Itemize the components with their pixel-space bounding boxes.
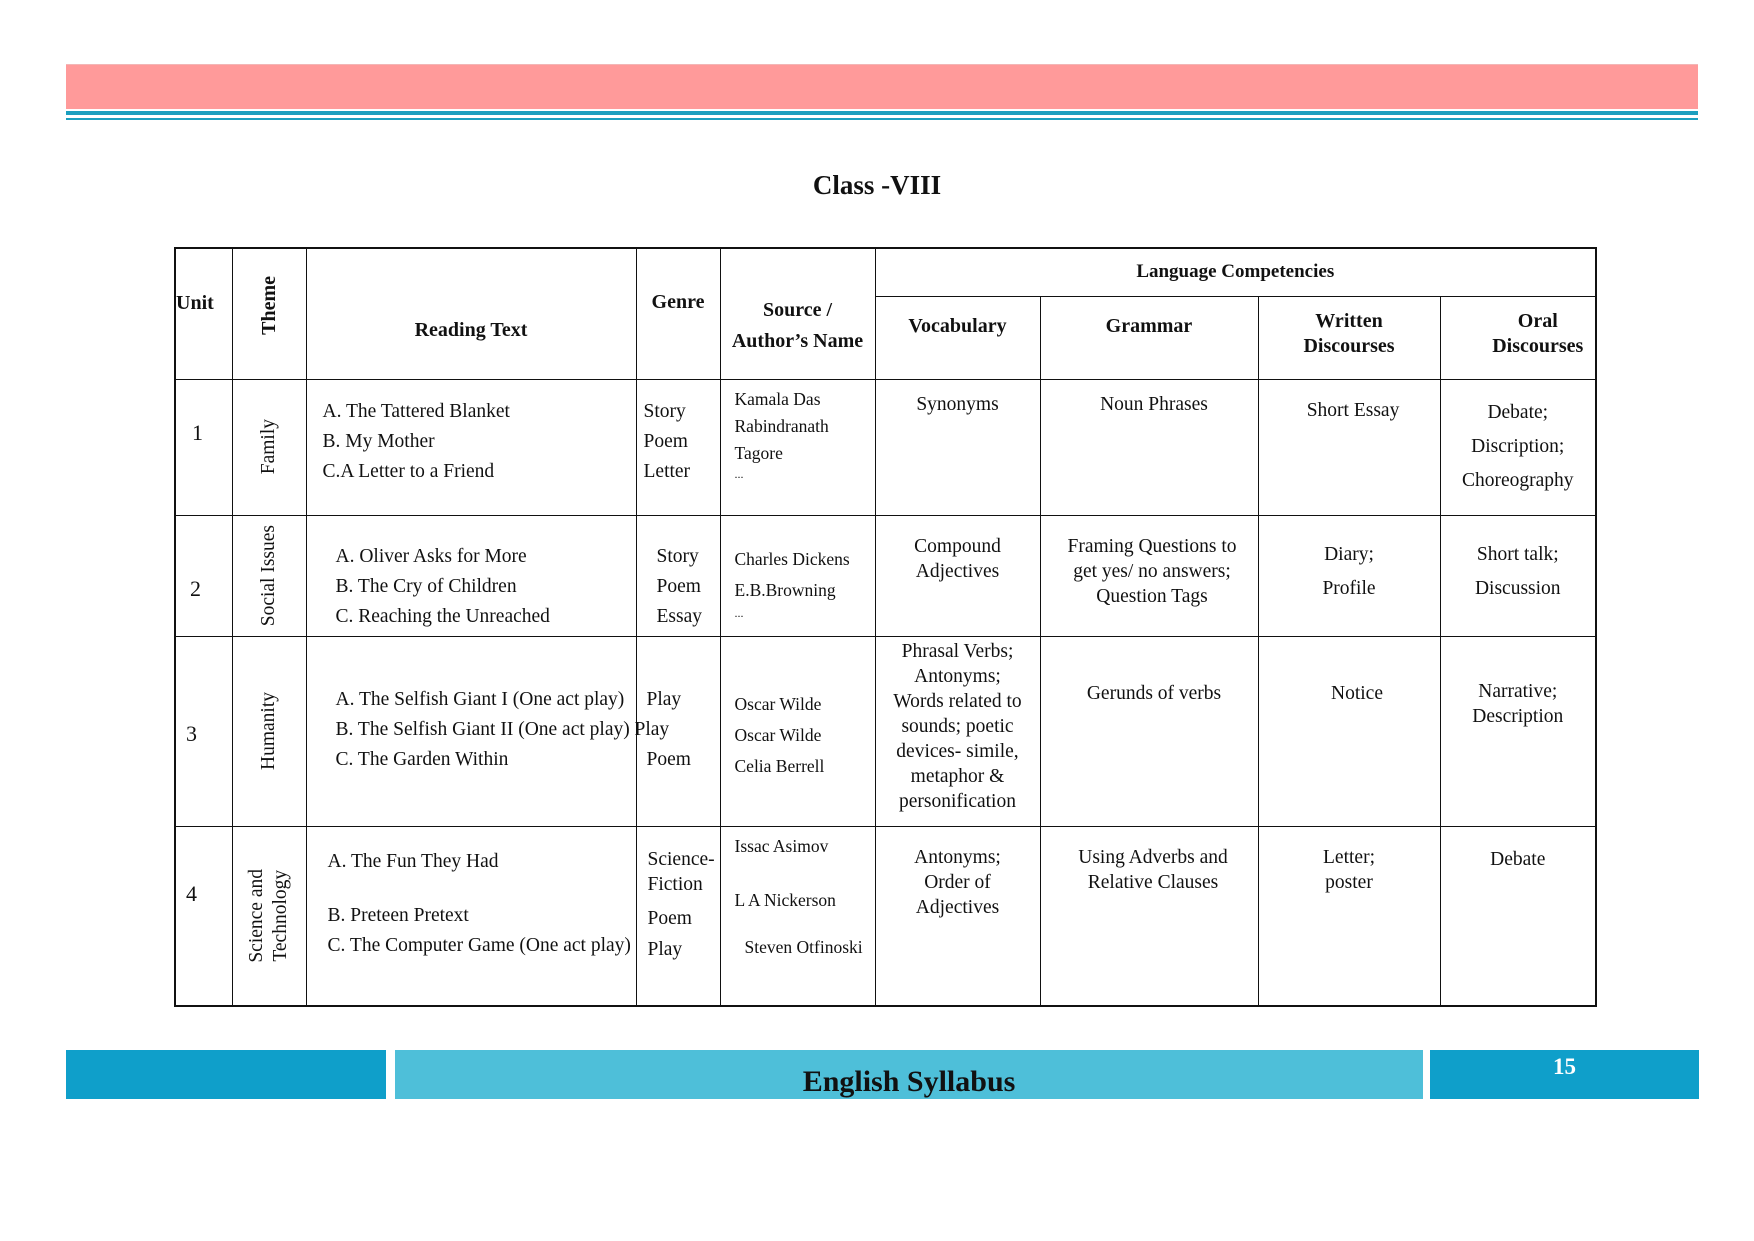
vocabulary: Compound Adjectives [875,515,1040,636]
table-row [175,515,1596,636]
grammar: Gerunds of verbs [1040,636,1258,826]
theme-cell: Family [232,379,306,515]
vocabulary: Antonyms; Order of Adjectives [875,826,1040,1006]
written-discourses: Diary; Profile [1258,515,1440,636]
written-discourses: Short Essay [1258,379,1440,515]
table-row [175,636,1596,826]
header-language-competencies: Language Competencies [875,248,1596,296]
reading-texts: A. The Tattered Blanket B. My Mother C.A Letter to a Friend [306,379,636,515]
table-row [175,379,1596,515]
authors: Oscar Wilde Oscar Wilde Celia Berrell [720,636,875,826]
authors: Kamala Das Rabindranath Tagore ... [720,379,875,515]
oral-discourses: Narrative; Description [1440,636,1596,826]
header-oral: Oral Discourses [1440,296,1596,379]
footer-title: English Syllabus [802,1064,1016,1098]
oral-discourses: Short talk; Discussion [1440,515,1596,636]
genres: Story Poem Essay [636,515,720,636]
oral-discourses: Debate [1440,826,1596,1006]
unit-number: 4 [175,826,232,1006]
genres: Play Play Poem [636,636,720,826]
grammar: Framing Questions to get yes/ no answers; Question Tags [1040,515,1258,636]
header-rule-thick [66,111,1698,115]
theme-cell: Social Issues [232,515,306,636]
footer-band-center [395,1050,1423,1099]
footer-band-right [1430,1050,1699,1099]
unit-number: 3 [175,636,232,826]
vocabulary: Synonyms [875,379,1040,515]
header-reading-text: Reading Text [306,248,636,379]
reading-texts: A. The Selfish Giant I (One act play) B. The Selfish Giant II (One act play) C. The Garden Within [306,636,636,826]
page-title: Class -VIII [812,170,942,200]
table-row [175,826,1596,1006]
syllabus-table [174,247,1597,1007]
oral-discourses: Debate; Discription; Choreography [1440,379,1596,515]
unit-number: 2 [175,515,232,636]
written-discourses: Notice [1258,636,1440,826]
written-discourses: Letter; poster [1258,826,1440,1006]
theme-cell: Science and Technology [232,826,306,1006]
footer-band-left [66,1050,386,1099]
reading-texts: A. The Fun They Had B. Preteen Pretext C. The Computer Game (One act play) [306,826,636,1006]
authors: Charles Dickens E.B.Browning ... [720,515,875,636]
grammar: Using Adverbs and Relative Clauses [1040,826,1258,1006]
vocabulary: Phrasal Verbs; Antonyms; Words related to sounds; poetic devices- simile, metaphor & personification [875,636,1040,826]
page-number: 15 [1553,1054,1576,1079]
grammar: Noun Phrases [1040,379,1258,515]
header-band [66,64,1698,109]
header-source: Source / Author’s Name [720,248,875,379]
header-written: Written Discourses [1258,296,1440,379]
theme-cell: Humanity [232,636,306,826]
reading-texts: A. Oliver Asks for More B. The Cry of Children C. Reaching the Unreached [306,515,636,636]
authors: Issac Asimov L A Nickerson Steven Otfinoski [720,826,875,1006]
genres: Science- Fiction Poem Play [636,826,720,1006]
header-genre: Genre [636,248,720,379]
unit-number: 1 [175,379,232,515]
genres: Story Poem Letter [636,379,720,515]
header-grammar: Grammar [1040,296,1258,379]
header-unit: Unit [175,248,232,379]
header-vocabulary: Vocabulary [875,296,1040,379]
header-rule-thin [66,118,1698,120]
header-theme: Theme [232,248,306,379]
